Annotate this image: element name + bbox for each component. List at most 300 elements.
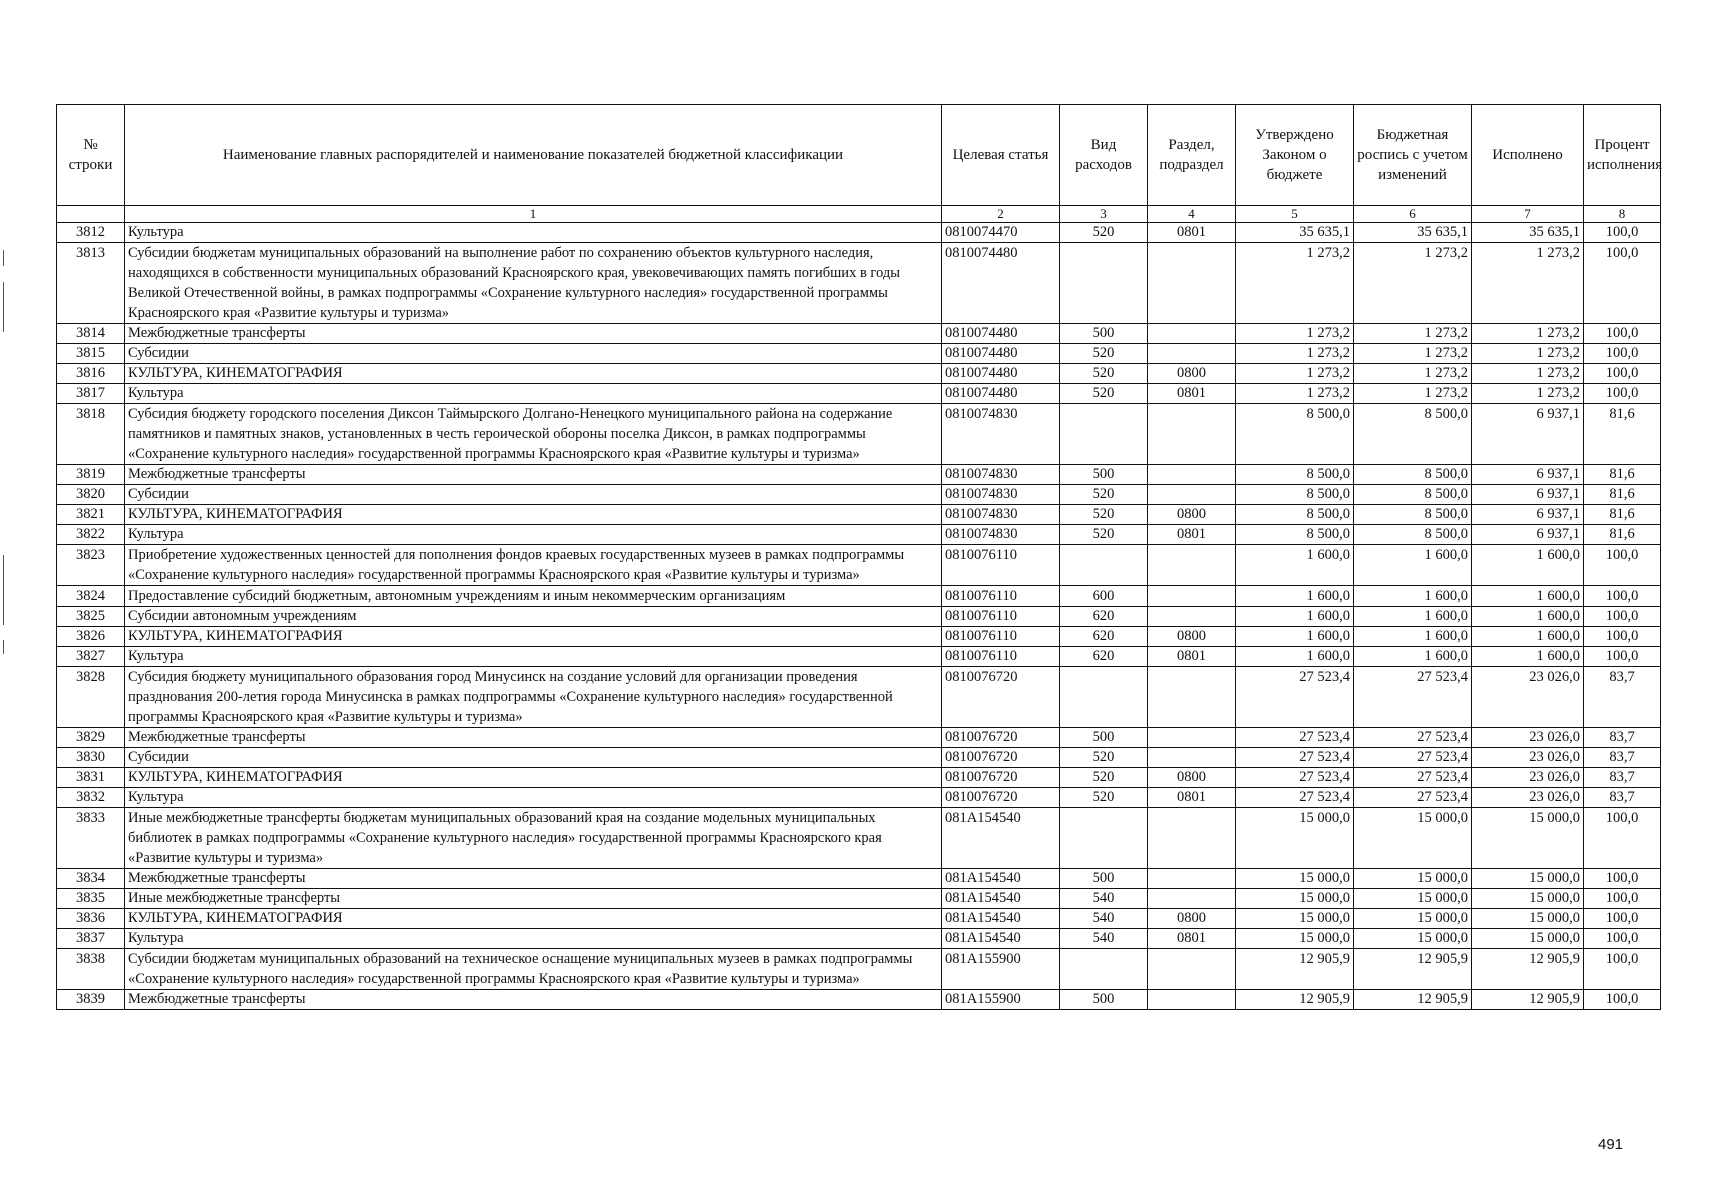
cell-plan: 1 600,0 xyxy=(1354,586,1472,607)
cell-num: 3818 xyxy=(57,404,125,465)
cell-target: 081A155900 xyxy=(942,949,1060,990)
cell-name: КУЛЬТУРА, КИНЕМАТОГРАФИЯ xyxy=(125,909,942,929)
cell-num: 3816 xyxy=(57,364,125,384)
cell-num: 3832 xyxy=(57,788,125,808)
cell-plan: 1 273,2 xyxy=(1354,384,1472,404)
cell-kind: 520 xyxy=(1060,788,1148,808)
cell-target: 081A154540 xyxy=(942,808,1060,869)
cell-num: 3833 xyxy=(57,808,125,869)
cell-plan: 27 523,4 xyxy=(1354,748,1472,768)
table-row xyxy=(57,909,1661,929)
table-row xyxy=(57,808,1661,869)
cell-kind: 540 xyxy=(1060,909,1148,929)
cell-kind: 600 xyxy=(1060,586,1148,607)
cell-plan: 12 905,9 xyxy=(1354,949,1472,990)
cell-approved: 8 500,0 xyxy=(1236,485,1354,505)
cell-plan: 15 000,0 xyxy=(1354,909,1472,929)
cell-plan: 15 000,0 xyxy=(1354,889,1472,909)
cell-section xyxy=(1148,465,1236,485)
cell-approved: 27 523,4 xyxy=(1236,748,1354,768)
cell-section: 0800 xyxy=(1148,627,1236,647)
cell-kind xyxy=(1060,808,1148,869)
cell-plan: 12 905,9 xyxy=(1354,990,1472,1010)
table-row xyxy=(57,465,1661,485)
cell-pct: 100,0 xyxy=(1584,243,1661,324)
cell-num: 3828 xyxy=(57,667,125,728)
cell-section xyxy=(1148,607,1236,627)
cell-section xyxy=(1148,728,1236,748)
cell-name: Субсидии автономным учреждениям xyxy=(125,607,942,627)
cell-kind: 500 xyxy=(1060,990,1148,1010)
cell-plan: 1 600,0 xyxy=(1354,647,1472,667)
cell-approved: 1 600,0 xyxy=(1236,607,1354,627)
cell-num: 3838 xyxy=(57,949,125,990)
cell-approved: 12 905,9 xyxy=(1236,949,1354,990)
cell-approved: 1 273,2 xyxy=(1236,364,1354,384)
cell-section: 0801 xyxy=(1148,647,1236,667)
cell-pct: 100,0 xyxy=(1584,647,1661,667)
cell-target: 0810076720 xyxy=(942,748,1060,768)
cell-pct: 100,0 xyxy=(1584,627,1661,647)
cell-approved: 27 523,4 xyxy=(1236,788,1354,808)
cell-pct: 81,6 xyxy=(1584,404,1661,465)
cell-name: Субсидии xyxy=(125,748,942,768)
cell-pct: 100,0 xyxy=(1584,889,1661,909)
header-pct: Процент исполнения xyxy=(1584,105,1661,206)
cell-pct: 83,7 xyxy=(1584,728,1661,748)
cell-target: 0810076720 xyxy=(942,768,1060,788)
cell-kind: 520 xyxy=(1060,223,1148,243)
cell-approved: 1 273,2 xyxy=(1236,384,1354,404)
table-row xyxy=(57,929,1661,949)
table-row xyxy=(57,223,1661,243)
cell-done: 23 026,0 xyxy=(1472,768,1584,788)
cell-kind xyxy=(1060,243,1148,324)
colnum-cell: 4 xyxy=(1148,206,1236,223)
table-row xyxy=(57,748,1661,768)
cell-num: 3825 xyxy=(57,607,125,627)
cell-approved: 8 500,0 xyxy=(1236,505,1354,525)
cell-pct: 83,7 xyxy=(1584,748,1661,768)
cell-target: 0810074830 xyxy=(942,485,1060,505)
cell-kind: 500 xyxy=(1060,869,1148,889)
cell-done: 23 026,0 xyxy=(1472,748,1584,768)
cell-num: 3821 xyxy=(57,505,125,525)
cell-pct: 83,7 xyxy=(1584,788,1661,808)
cell-done: 1 273,2 xyxy=(1472,243,1584,324)
cell-kind: 520 xyxy=(1060,485,1148,505)
cell-section xyxy=(1148,586,1236,607)
cell-section: 0800 xyxy=(1148,909,1236,929)
cell-kind: 520 xyxy=(1060,748,1148,768)
cell-name: КУЛЬТУРА, КИНЕМАТОГРАФИЯ xyxy=(125,505,942,525)
cell-name: Культура xyxy=(125,788,942,808)
table-row xyxy=(57,505,1661,525)
cell-target: 0810074480 xyxy=(942,324,1060,344)
cell-name: Субсидии xyxy=(125,485,942,505)
cell-done: 12 905,9 xyxy=(1472,949,1584,990)
cell-name: КУЛЬТУРА, КИНЕМАТОГРАФИЯ xyxy=(125,627,942,647)
cell-name: Субсидии бюджетам муниципальных образований на техническое оснащение муниципальных музеев в рамках подпрограммы «Сохранение культурного наследия» государственной программы Красноярского края «Развитие культуры и туризма» xyxy=(125,949,942,990)
table-row xyxy=(57,364,1661,384)
cell-done: 1 600,0 xyxy=(1472,545,1584,586)
cell-approved: 1 273,2 xyxy=(1236,324,1354,344)
table-row xyxy=(57,768,1661,788)
header-name: Наименование главных распорядителей и наименование показателей бюджетной классификации xyxy=(125,105,942,206)
table-row xyxy=(57,485,1661,505)
cell-pct: 83,7 xyxy=(1584,667,1661,728)
colnum-cell: 1 xyxy=(125,206,942,223)
budget-report-page xyxy=(56,104,1663,1010)
cell-name: Иные межбюджетные трансферты xyxy=(125,889,942,909)
cell-kind: 540 xyxy=(1060,929,1148,949)
cell-section: 0801 xyxy=(1148,223,1236,243)
cell-done: 1 600,0 xyxy=(1472,647,1584,667)
cell-approved: 1 273,2 xyxy=(1236,344,1354,364)
cell-plan: 35 635,1 xyxy=(1354,223,1472,243)
cell-section: 0801 xyxy=(1148,788,1236,808)
table-row xyxy=(57,607,1661,627)
cell-done: 23 026,0 xyxy=(1472,788,1584,808)
cell-target: 0810074830 xyxy=(942,465,1060,485)
cell-target: 0810074830 xyxy=(942,505,1060,525)
header-approved: Утверждено Законом о бюджете xyxy=(1236,105,1354,206)
colnum-cell xyxy=(57,206,125,223)
table-row xyxy=(57,545,1661,586)
cell-plan: 8 500,0 xyxy=(1354,505,1472,525)
table-row xyxy=(57,667,1661,728)
cell-section xyxy=(1148,748,1236,768)
cell-pct: 100,0 xyxy=(1584,324,1661,344)
table-row xyxy=(57,990,1661,1010)
cell-num: 3819 xyxy=(57,465,125,485)
cell-kind: 520 xyxy=(1060,364,1148,384)
colnum-cell: 7 xyxy=(1472,206,1584,223)
cell-done: 15 000,0 xyxy=(1472,929,1584,949)
cell-plan: 15 000,0 xyxy=(1354,869,1472,889)
cell-done: 1 273,2 xyxy=(1472,364,1584,384)
cell-approved: 35 635,1 xyxy=(1236,223,1354,243)
cell-pct: 100,0 xyxy=(1584,344,1661,364)
cell-section xyxy=(1148,545,1236,586)
cell-plan: 1 273,2 xyxy=(1354,243,1472,324)
table-row xyxy=(57,889,1661,909)
cell-kind: 540 xyxy=(1060,889,1148,909)
cell-target: 0810074830 xyxy=(942,404,1060,465)
cell-approved: 8 500,0 xyxy=(1236,525,1354,545)
cell-target: 0810076110 xyxy=(942,627,1060,647)
cell-done: 1 600,0 xyxy=(1472,607,1584,627)
table-row xyxy=(57,324,1661,344)
cell-done: 6 937,1 xyxy=(1472,465,1584,485)
cell-num: 3814 xyxy=(57,324,125,344)
cell-name: Субсидии xyxy=(125,344,942,364)
cell-target: 0810074480 xyxy=(942,364,1060,384)
cell-num: 3813 xyxy=(57,243,125,324)
cell-num: 3829 xyxy=(57,728,125,748)
cell-kind: 520 xyxy=(1060,525,1148,545)
cell-name: Межбюджетные трансферты xyxy=(125,869,942,889)
cell-kind: 500 xyxy=(1060,324,1148,344)
cell-section: 0801 xyxy=(1148,929,1236,949)
cell-name: Культура xyxy=(125,525,942,545)
cell-target: 0810076720 xyxy=(942,788,1060,808)
table-row xyxy=(57,384,1661,404)
cell-num: 3820 xyxy=(57,485,125,505)
table-row xyxy=(57,525,1661,545)
cell-pct: 100,0 xyxy=(1584,909,1661,929)
cell-pct: 81,6 xyxy=(1584,505,1661,525)
cell-approved: 1 600,0 xyxy=(1236,627,1354,647)
cell-approved: 27 523,4 xyxy=(1236,768,1354,788)
table-row xyxy=(57,728,1661,748)
cell-num: 3835 xyxy=(57,889,125,909)
cell-plan: 8 500,0 xyxy=(1354,485,1472,505)
cell-name: Субсидия бюджету муниципального образования город Минусинск на создание условий для организации проведения празднования 200-летия города Минусинска в рамках подпрограммы «Сохранение культурного наследия» государственной программы Красноярского края «Развитие культуры и туризма» xyxy=(125,667,942,728)
cell-plan: 27 523,4 xyxy=(1354,667,1472,728)
cell-done: 23 026,0 xyxy=(1472,728,1584,748)
header-num: № строки xyxy=(57,105,125,206)
cell-approved: 1 273,2 xyxy=(1236,243,1354,324)
cell-plan: 1 273,2 xyxy=(1354,324,1472,344)
cell-kind: 620 xyxy=(1060,607,1148,627)
cell-name: Межбюджетные трансферты xyxy=(125,465,942,485)
cell-done: 1 273,2 xyxy=(1472,344,1584,364)
cell-name: Иные межбюджетные трансферты бюджетам муниципальных образований края на создание модельных муниципальных библиотек в рамках подпрограммы «Сохранение культурного наследия» государственной программы Красноярского края «Развитие культуры и туризма» xyxy=(125,808,942,869)
cell-num: 3822 xyxy=(57,525,125,545)
cell-kind: 500 xyxy=(1060,728,1148,748)
cell-name: Культура xyxy=(125,223,942,243)
cell-plan: 1 600,0 xyxy=(1354,545,1472,586)
cell-approved: 15 000,0 xyxy=(1236,869,1354,889)
cell-section: 0800 xyxy=(1148,768,1236,788)
cell-done: 12 905,9 xyxy=(1472,990,1584,1010)
cell-approved: 15 000,0 xyxy=(1236,889,1354,909)
cell-plan: 8 500,0 xyxy=(1354,465,1472,485)
header-kind: Вид расходов xyxy=(1060,105,1148,206)
cell-approved: 27 523,4 xyxy=(1236,728,1354,748)
cell-plan: 27 523,4 xyxy=(1354,728,1472,748)
cell-section xyxy=(1148,404,1236,465)
cell-section: 0801 xyxy=(1148,384,1236,404)
cell-done: 1 600,0 xyxy=(1472,627,1584,647)
cell-pct: 100,0 xyxy=(1584,364,1661,384)
cell-num: 3827 xyxy=(57,647,125,667)
cell-kind: 620 xyxy=(1060,647,1148,667)
cell-pct: 100,0 xyxy=(1584,607,1661,627)
cell-target: 081A155900 xyxy=(942,990,1060,1010)
cell-approved: 1 600,0 xyxy=(1236,586,1354,607)
cell-pct: 100,0 xyxy=(1584,223,1661,243)
cell-target: 081A154540 xyxy=(942,909,1060,929)
cell-plan: 27 523,4 xyxy=(1354,768,1472,788)
cell-target: 0810076720 xyxy=(942,728,1060,748)
table-row xyxy=(57,344,1661,364)
cell-pct: 100,0 xyxy=(1584,808,1661,869)
cell-pct: 83,7 xyxy=(1584,768,1661,788)
cell-approved: 1 600,0 xyxy=(1236,647,1354,667)
cell-done: 15 000,0 xyxy=(1472,889,1584,909)
cell-name: Субсидия бюджету городского поселения Диксон Таймырского Долгано-Ненецкого муниципального района на содержание памятников и памятных знаков, установленных в честь героической обороны поселка Диксон, в рамках подпрограммы «Сохранение культурного наследия» государственной программы Красноярского края «Развитие культуры и туризма» xyxy=(125,404,942,465)
cell-plan: 1 273,2 xyxy=(1354,344,1472,364)
table-row xyxy=(57,243,1661,324)
column-number-row xyxy=(57,206,1661,223)
cell-done: 6 937,1 xyxy=(1472,505,1584,525)
cell-target: 0810074480 xyxy=(942,384,1060,404)
cell-target: 0810076110 xyxy=(942,545,1060,586)
colnum-cell: 2 xyxy=(942,206,1060,223)
table-row xyxy=(57,869,1661,889)
cell-done: 1 600,0 xyxy=(1472,586,1584,607)
cell-target: 0810074480 xyxy=(942,243,1060,324)
cell-target: 0810074480 xyxy=(942,344,1060,364)
colnum-cell: 5 xyxy=(1236,206,1354,223)
colnum-cell: 3 xyxy=(1060,206,1148,223)
cell-num: 3826 xyxy=(57,627,125,647)
cell-approved: 8 500,0 xyxy=(1236,404,1354,465)
cell-num: 3817 xyxy=(57,384,125,404)
colnum-cell: 6 xyxy=(1354,206,1472,223)
cell-num: 3812 xyxy=(57,223,125,243)
cell-done: 6 937,1 xyxy=(1472,485,1584,505)
table-body xyxy=(57,223,1661,1010)
cell-name: Приобретение художественных ценностей для пополнения фондов краевых государственных музеев в рамках подпрограммы «Сохранение культурного наследия» государственной программы Красноярского края «Развитие культуры и туризма» xyxy=(125,545,942,586)
cell-done: 1 273,2 xyxy=(1472,324,1584,344)
cell-kind xyxy=(1060,545,1148,586)
cell-num: 3837 xyxy=(57,929,125,949)
cell-plan: 8 500,0 xyxy=(1354,525,1472,545)
cell-kind: 500 xyxy=(1060,465,1148,485)
table-row xyxy=(57,647,1661,667)
cell-target: 0810076720 xyxy=(942,667,1060,728)
cell-approved: 27 523,4 xyxy=(1236,667,1354,728)
cell-plan: 1 600,0 xyxy=(1354,627,1472,647)
cell-done: 23 026,0 xyxy=(1472,667,1584,728)
cell-approved: 8 500,0 xyxy=(1236,465,1354,485)
cell-target: 0810074470 xyxy=(942,223,1060,243)
cell-name: Культура xyxy=(125,929,942,949)
cell-target: 0810076110 xyxy=(942,607,1060,627)
cell-name: Субсидии бюджетам муниципальных образований на выполнение работ по сохранению объектов культурного наследия, находящихся в собственности муниципальных образований Красноярского края, увековечивающих память погибших в годы Великой Отечественной войны, в рамках подпрограммы «Сохранение культурного наследия» государственной программы Красноярского края «Развитие культуры и туризма» xyxy=(125,243,942,324)
cell-section xyxy=(1148,949,1236,990)
colnum-cell: 8 xyxy=(1584,206,1661,223)
cell-pct: 100,0 xyxy=(1584,545,1661,586)
cell-approved: 15 000,0 xyxy=(1236,808,1354,869)
cell-plan: 15 000,0 xyxy=(1354,929,1472,949)
budget-table xyxy=(56,104,1661,1010)
header-section: Раздел, подраздел xyxy=(1148,105,1236,206)
cell-name: КУЛЬТУРА, КИНЕМАТОГРАФИЯ xyxy=(125,364,942,384)
cell-section xyxy=(1148,889,1236,909)
cell-approved: 12 905,9 xyxy=(1236,990,1354,1010)
cell-target: 0810074830 xyxy=(942,525,1060,545)
cell-pct: 100,0 xyxy=(1584,384,1661,404)
cell-num: 3824 xyxy=(57,586,125,607)
cell-section xyxy=(1148,667,1236,728)
cell-pct: 81,6 xyxy=(1584,485,1661,505)
cell-section xyxy=(1148,990,1236,1010)
cell-name: Культура xyxy=(125,384,942,404)
cell-done: 6 937,1 xyxy=(1472,525,1584,545)
cell-approved: 15 000,0 xyxy=(1236,909,1354,929)
cell-target: 081A154540 xyxy=(942,869,1060,889)
cell-num: 3830 xyxy=(57,748,125,768)
cell-plan: 1 600,0 xyxy=(1354,607,1472,627)
table-row xyxy=(57,404,1661,465)
cell-kind: 520 xyxy=(1060,344,1148,364)
table-row xyxy=(57,788,1661,808)
cell-approved: 15 000,0 xyxy=(1236,929,1354,949)
cell-name: Культура xyxy=(125,647,942,667)
cell-kind xyxy=(1060,404,1148,465)
cell-pct: 100,0 xyxy=(1584,869,1661,889)
cell-done: 1 273,2 xyxy=(1472,384,1584,404)
cell-target: 081A154540 xyxy=(942,889,1060,909)
header-row xyxy=(57,105,1661,206)
cell-section xyxy=(1148,485,1236,505)
page-number: 491 xyxy=(1598,1136,1624,1153)
header-target: Целевая статья xyxy=(942,105,1060,206)
cell-plan: 27 523,4 xyxy=(1354,788,1472,808)
cell-section: 0801 xyxy=(1148,525,1236,545)
cell-done: 35 635,1 xyxy=(1472,223,1584,243)
cell-pct: 100,0 xyxy=(1584,586,1661,607)
cell-target: 0810076110 xyxy=(942,647,1060,667)
cell-kind xyxy=(1060,667,1148,728)
cell-kind: 520 xyxy=(1060,384,1148,404)
cell-plan: 1 273,2 xyxy=(1354,364,1472,384)
cell-done: 15 000,0 xyxy=(1472,909,1584,929)
cell-num: 3834 xyxy=(57,869,125,889)
cell-num: 3839 xyxy=(57,990,125,1010)
cell-name: КУЛЬТУРА, КИНЕМАТОГРАФИЯ xyxy=(125,768,942,788)
header-plan: Бюджетная роспись с учетом изменений xyxy=(1354,105,1472,206)
cell-plan: 8 500,0 xyxy=(1354,404,1472,465)
cell-kind: 520 xyxy=(1060,768,1148,788)
cell-done: 15 000,0 xyxy=(1472,869,1584,889)
cell-name: Межбюджетные трансферты xyxy=(125,324,942,344)
cell-section: 0800 xyxy=(1148,505,1236,525)
cell-section xyxy=(1148,808,1236,869)
cell-section: 0800 xyxy=(1148,364,1236,384)
cell-num: 3823 xyxy=(57,545,125,586)
cell-num: 3815 xyxy=(57,344,125,364)
table-row xyxy=(57,627,1661,647)
cell-pct: 100,0 xyxy=(1584,949,1661,990)
cell-target: 081A154540 xyxy=(942,929,1060,949)
cell-kind: 520 xyxy=(1060,505,1148,525)
cell-kind xyxy=(1060,949,1148,990)
cell-section xyxy=(1148,324,1236,344)
cell-done: 6 937,1 xyxy=(1472,404,1584,465)
table-row xyxy=(57,586,1661,607)
cell-plan: 15 000,0 xyxy=(1354,808,1472,869)
cell-name: Межбюджетные трансферты xyxy=(125,990,942,1010)
cell-kind: 620 xyxy=(1060,627,1148,647)
cell-num: 3831 xyxy=(57,768,125,788)
cell-section xyxy=(1148,243,1236,324)
cell-pct: 81,6 xyxy=(1584,465,1661,485)
cell-pct: 100,0 xyxy=(1584,990,1661,1010)
cell-section xyxy=(1148,869,1236,889)
cell-approved: 1 600,0 xyxy=(1236,545,1354,586)
cell-name: Межбюджетные трансферты xyxy=(125,728,942,748)
cell-done: 15 000,0 xyxy=(1472,808,1584,869)
header-done: Исполнено xyxy=(1472,105,1584,206)
cell-section xyxy=(1148,344,1236,364)
cell-target: 0810076110 xyxy=(942,586,1060,607)
cell-pct: 81,6 xyxy=(1584,525,1661,545)
